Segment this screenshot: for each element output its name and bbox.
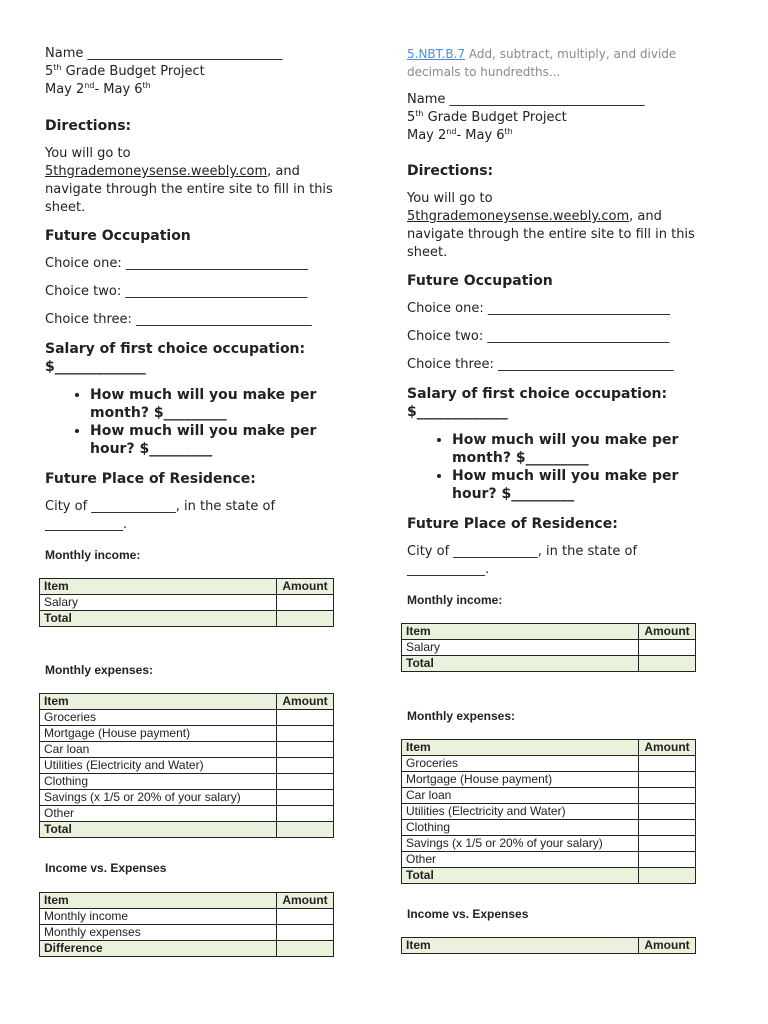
compare-caption: Income vs. Expenses [407,907,529,921]
directions-text: You will go to 5thgrademoneysense.weebly.com, and navigate through the entire site to fill in this sheet. [407,191,695,260]
compare-table [401,937,696,954]
table-row: Car loan [40,742,334,758]
table-row: Other [40,806,334,822]
income-table [39,578,334,627]
residence-heading: Future Place of Residence: [407,516,618,532]
table-header-row: Item Amount [40,694,334,710]
salary-question-hour: • How much will you make per hour? $_________ [90,422,365,458]
residence-heading: Future Place of Residence: [45,471,256,487]
standard-note: 5.NBT.B.7 Add, subtract, multiply, and divide decimals to hundredths... [407,47,677,79]
salary-question-hour: • How much will you make per hour? $_________ [452,467,727,503]
header-block [407,91,707,145]
salary-questions [407,431,727,503]
income-table [401,623,696,672]
standard-link[interactable]: 5.NBT.B.7 [407,47,466,61]
table-total-row: Total [402,868,696,884]
table-row: Utilities (Electricity and Water) [40,758,334,774]
compare-caption: Income vs. Expenses [45,861,167,875]
directions-text: You will go to 5thgrademoneysense.weebly.com, and navigate through the entire site to fill in this sheet. [45,146,333,215]
salary-question-month: • How much will you make per month? $_________ [90,386,365,422]
table-row: Car loan [402,788,696,804]
table-header-row: Item Amount [402,624,696,640]
table-row: Groceries [40,710,334,726]
table-header-row: Item Amount [40,893,334,909]
table-row: Monthly income [40,909,334,925]
choice-one: Choice one: ____________________________ [407,301,670,316]
table-row: Mortgage (House payment) [402,772,696,788]
choice-three: Choice three: ___________________________ [45,312,312,327]
table-total-row: Total [40,822,334,838]
name-line: Name ______________________________ [407,92,645,107]
project-dates: May 2nd- May 6th [45,81,151,97]
expenses-caption: Monthly expenses: [407,709,516,723]
header-block [45,45,345,99]
directions-heading: Directions: [407,163,494,179]
occupation-heading: Future Occupation [45,228,191,244]
salary-question-month: • How much will you make per month? $_________ [452,431,727,467]
site-link[interactable]: 5thgrademoneysense.weebly.com [45,164,268,179]
directions-heading: Directions: [45,118,132,134]
occupation-heading: Future Occupation [407,273,553,289]
salary-heading: Salary of first choice occupation: $_____________ [407,386,668,420]
table-row: Utilities (Electricity and Water) [402,804,696,820]
table-header-row: Item Amount [402,938,696,954]
table-total-row: Total [402,656,696,672]
choice-one: Choice one: ____________________________ [45,256,308,271]
choice-three: Choice three: ___________________________ [407,357,674,372]
project-dates: May 2nd- May 6th [407,127,513,143]
table-row: Salary [402,640,696,656]
expenses-caption: Monthly expenses: [45,663,154,677]
name-line: Name ______________________________ [45,46,283,61]
income-caption: Monthly income: [45,548,141,562]
site-link[interactable]: 5thgrademoneysense.weebly.com [407,209,630,224]
income-caption: Monthly income: [407,593,503,607]
table-row: Other [402,852,696,868]
residence-text: City of _____________, in the state of ____________. [45,499,276,532]
project-title: 5th Grade Budget Project [407,109,567,125]
salary-heading: Salary of first choice occupation: $_____________ [45,341,306,375]
compare-table [39,892,334,957]
expenses-table [39,693,334,838]
choice-two: Choice two: ____________________________ [45,284,308,299]
residence-text: City of _____________, in the state of ____________. [407,544,638,577]
table-header-row: Item Amount [402,740,696,756]
project-title: 5th Grade Budget Project [45,63,205,79]
salary-questions [45,386,365,458]
table-row: Savings (x 1/5 or 20% of your salary) [40,790,334,806]
table-row: Salary [40,595,334,611]
choice-two: Choice two: ____________________________ [407,329,670,344]
table-header-row: Item Amount [40,579,334,595]
table-row: Savings (x 1/5 or 20% of your salary) [402,836,696,852]
table-row: Monthly expenses [40,925,334,941]
table-total-row: Difference [40,941,334,957]
table-row: Clothing [402,820,696,836]
table-row: Clothing [40,774,334,790]
table-row: Mortgage (House payment) [40,726,334,742]
table-total-row: Total [40,611,334,627]
expenses-table [401,739,696,884]
table-row: Groceries [402,756,696,772]
